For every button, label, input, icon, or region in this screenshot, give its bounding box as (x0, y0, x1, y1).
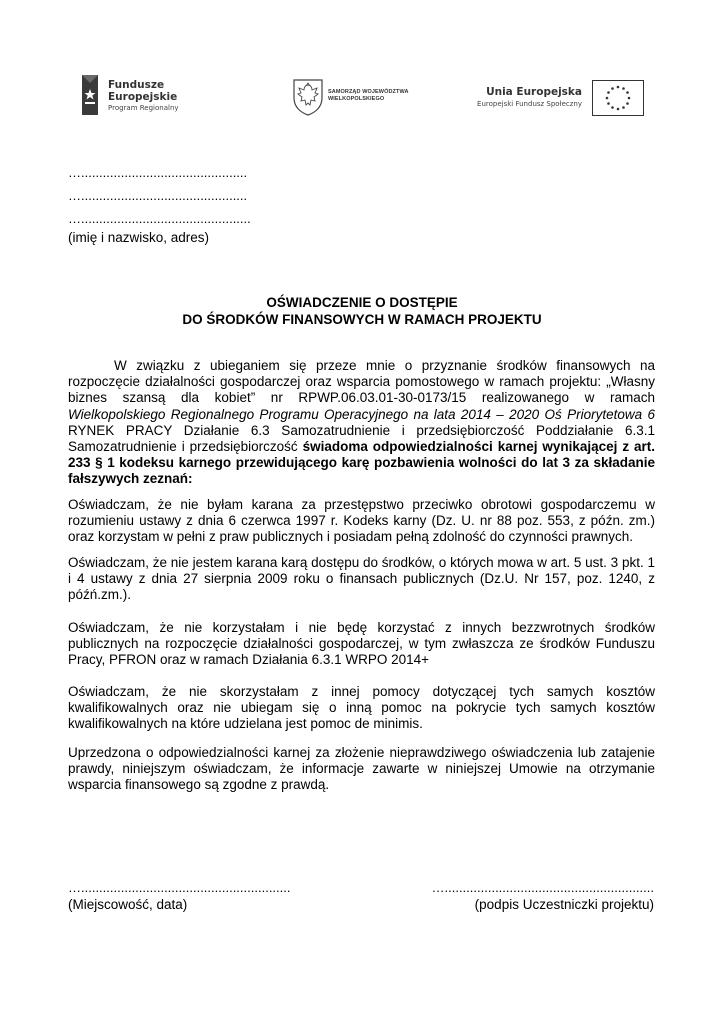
intro-paragraph (68, 358, 655, 488)
unia-europejska-logo (468, 80, 646, 116)
fundusze-line3: Program Regionalny (108, 104, 179, 112)
signature-line: ….......................................................... (431, 880, 654, 895)
document-title (68, 294, 656, 328)
samorzad-line2: WIELKOPOLSKIEGO (328, 96, 385, 102)
statement-3: Oświadczam, że nie korzystałam i nie będę korzystać z innych bezzwrotnych środków publicznych na rozpoczęcie działalności gospodarczej, w tym zwłaszcza ze środków Funduszu Pracy, PFRON oraz w ramach Działania 6.3.1 WRPO 2014+ (68, 620, 655, 668)
samorzad-line1: SAMORZĄD WOJEWÓDZTWA (328, 89, 409, 95)
statement-2: Oświadczam, że nie jestem karana karą dostępu do środków, o których mowa w art. 5 ust. 3 pkt. 1 i 4 ustawy z dnia 27 sierpnia 2009 roku o finansach publicznych (Dz.U. Nr 157, poz. 1240, z późń.zm.). (68, 555, 655, 603)
name-address-label: (imię i nazwisko, adres) (68, 230, 210, 245)
fundusze-europejskie-logo (78, 75, 198, 117)
fundusze-line1: Fundusze (108, 79, 165, 91)
intro-text-2: RYNEK PRACY Działanie 6.3 Samozatrudnienie i przedsiębiorczość Poddziałanie 6.3.1 Samozatrudnienie i przedsiębiorczość (68, 422, 655, 455)
intro-program-name: Wielkopolskiego Regionalnego Programu Operacyjnego na lata 2014 – 2020 Oś Priorytetowa 6 (68, 406, 655, 422)
samorzad-wojewodztwa-logo (292, 78, 432, 118)
signature-label: (podpis Uczestniczki projektu) (474, 897, 654, 912)
statement-5: Uprzedzona o odpowiedzialności karnej za złożenie nieprawdziwego oświadczenia lub zatajenie prawdy, niniejszym oświadczam, że informacje zawarte w niniejszej Umowie na otrzymanie wsparcia finansowego są zgodne z prawdą. (68, 745, 655, 793)
statement-4: Oświadczam, że nie skorzystałam z innej pomocy dotyczącej tych samych kosztów kwalifikowalnych oraz nie ubiegam się o inną pomoc na pokrycie tych samych kosztów kwalifikowalnych na które udzielana jest pomoc de minimis. (68, 684, 655, 732)
address-line-2: ….............................................. (68, 188, 248, 203)
place-date-line: ….......................................................... (68, 880, 291, 895)
statement-1: Oświadczam, że nie byłam karana za przestępstwo przeciwko obrotowi gospodarczemu w rozumieniu ustawy z dnia 6 czerwca 1997 r. Kodeks karny (Dz. U. nr 88 poz. 553, z późn. zm.) oraz korzystam w pełni z praw publicznych i posiadam pełną zdolność do czynności prawnych. (68, 497, 655, 545)
ue-line2: Europejski Fundusz Społeczny (477, 100, 582, 108)
fundusze-line2: Europejskie (108, 91, 178, 103)
eagle-crest-icon (292, 78, 324, 116)
eu-flag-icon (592, 80, 644, 116)
title-line-1: OŚWIADCZENIE O DOSTĘPIE (266, 295, 458, 310)
ue-line1: Unia Europejska (486, 86, 582, 98)
title-line-2: DO ŚRODKÓW FINANSOWYCH W RAMACH PROJEKTU (182, 312, 542, 327)
address-line-1: ….............................................. (68, 165, 248, 180)
address-line-3: …............................................... (68, 211, 251, 226)
place-date-label: (Miejscowość, data) (68, 897, 188, 912)
fundusze-logo-icon (78, 75, 102, 115)
intro-legal-warning: świadoma odpowiedzialności karnej wynikającej z art. 233 § 1 kodeksu karnego przewidującego karę pozbawienia wolności do lat 3 za składanie fałszywych zeznań: (68, 439, 655, 487)
intro-text-1: W związku z ubieganiem się przeze mnie o przyznanie środków finansowych na rozpoczęcie działalności gospodarczej oraz wsparcia pomostowego w ramach projektu: „Własny biznes szansą dla kobiet” nr RPWP.06.03.01-30-0173/15 realizowanego w ramach (68, 358, 655, 406)
